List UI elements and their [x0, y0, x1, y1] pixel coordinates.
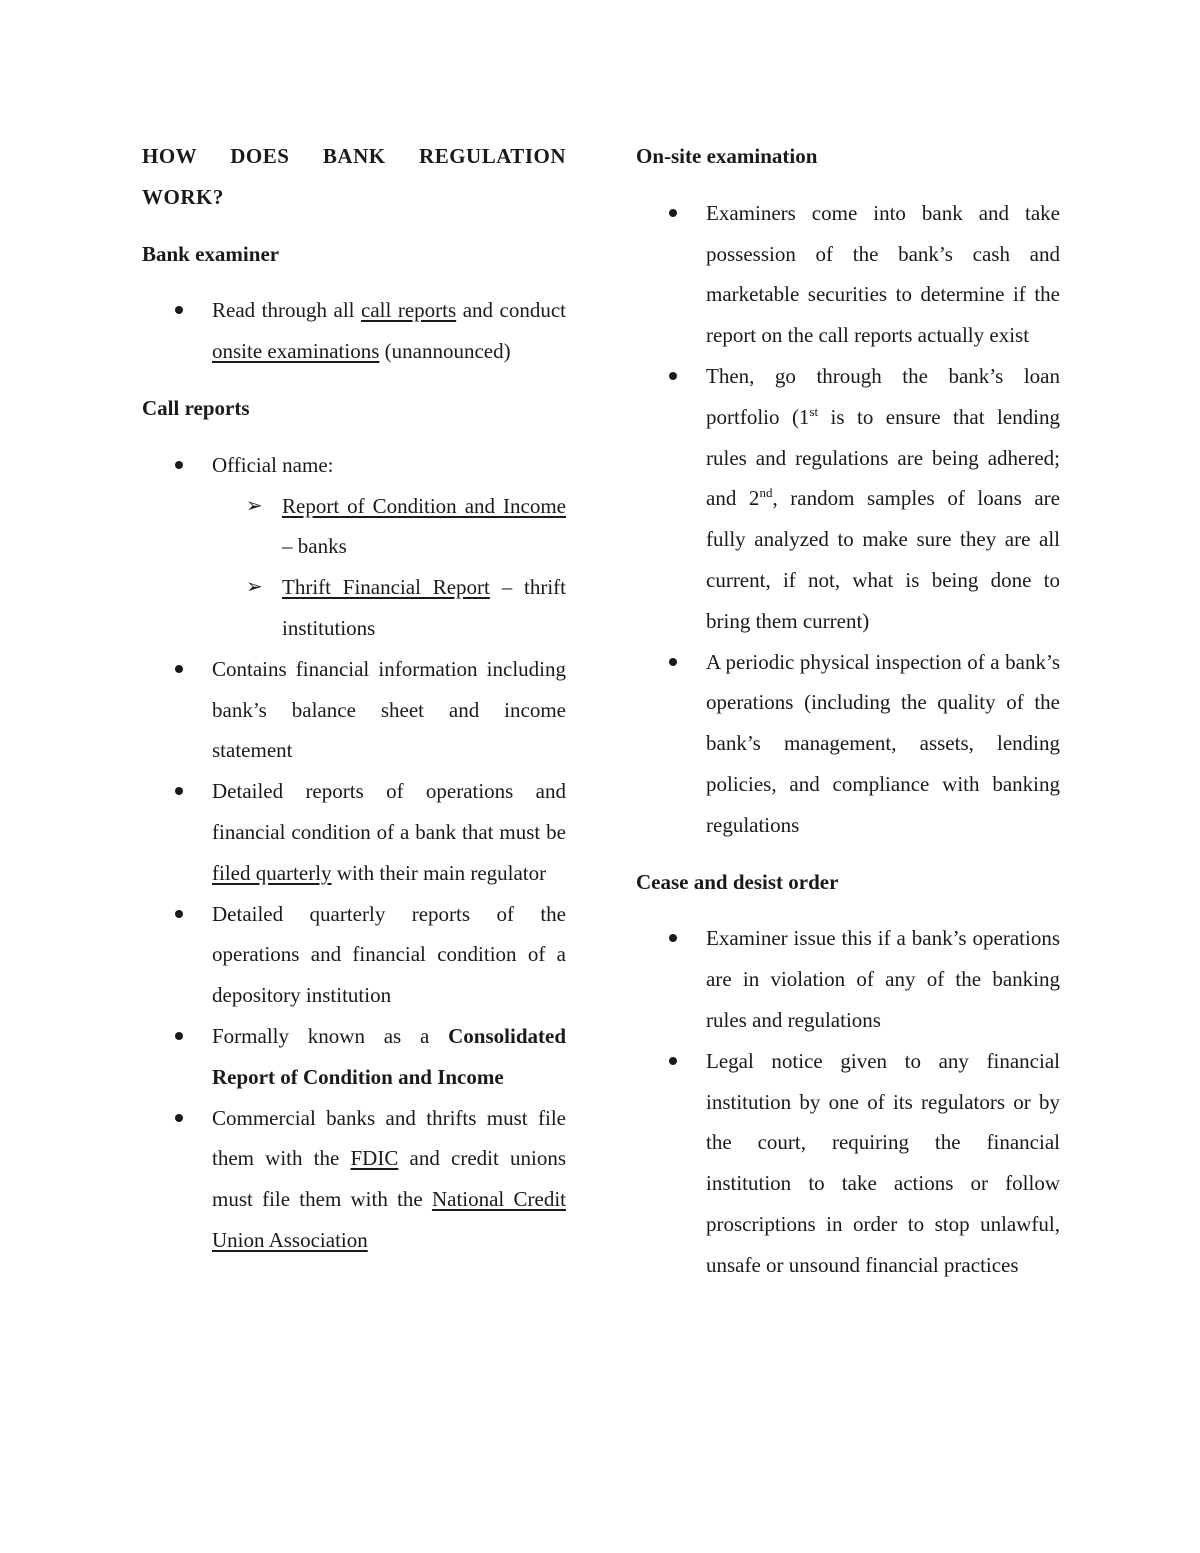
- official-name-sublist: [212, 486, 566, 649]
- call-reports-list: [142, 445, 566, 1261]
- page-title: HOW DOES BANK REGULATION WORK?: [142, 144, 566, 209]
- underlined-term: National Credit Union Association: [212, 1187, 566, 1252]
- list-item: Then, go through the bank’s loan portfolio (1st is to ensure that lending rules and regulations are being adhered; and 2nd, random samples of loans are fully analyzed to make sure they are all current, if not, what is being done to bring them current): [636, 356, 1060, 642]
- underlined-term: onsite examinations: [212, 339, 380, 364]
- list-item: Detailed reports of operations and financial condition of a bank that must be filed quarterly with their main regulator: [142, 771, 566, 893]
- cease-list: [636, 918, 1060, 1285]
- heading-cease-and-desist: Cease and desist order: [636, 869, 839, 894]
- arrow-bullet-icon: ➢: [246, 576, 263, 599]
- list-item: Formally known as a Consolidated Report of Condition and Income: [142, 1016, 566, 1098]
- heading-call-reports: Call reports: [142, 395, 250, 420]
- right-column: [636, 136, 1060, 1302]
- underlined-term: Thrift Financial Report: [282, 575, 490, 600]
- underlined-term: call reports: [361, 298, 457, 323]
- list-item: Contains financial information including bank’s balance sheet and income statement: [142, 649, 566, 771]
- underlined-term: filed quarterly: [212, 860, 332, 885]
- underlined-term: Report of Condition and Income: [282, 493, 566, 518]
- list-item: Legal notice given to any financial institution by one of its regulators or by the court, requiring the financial institution to take actions or follow proscriptions in order to stop unlawful, unsafe or unsound financial practices: [636, 1041, 1060, 1286]
- left-column: [142, 136, 566, 1277]
- sub-list-item: ➢ Report of Condition and Income – banks: [212, 486, 566, 568]
- list-item: A periodic physical inspection of a bank’s operations (including the quality of the bank’s management, assets, lending policies, and compliance with banking regulations: [636, 642, 1060, 846]
- list-item: Official name: ➢ Report of Condition and Income – banks ➢ Thrift Financial Report – thrift institutions: [142, 445, 566, 649]
- bold-term: Consolidated Report of Condition and Income: [212, 1023, 566, 1089]
- list-item: Examiners come into bank and take possession of the bank’s cash and marketable securities to determine if the report on the call reports actually exist: [636, 193, 1060, 356]
- list-item: Commercial banks and thrifts must file them with the FDIC and credit unions must file them with the National Credit Union Association: [142, 1098, 566, 1261]
- arrow-bullet-icon: ➢: [246, 494, 263, 517]
- list-item: Detailed quarterly reports of the operations and financial condition of a depository institution: [142, 894, 566, 1016]
- onsite-list: [636, 193, 1060, 846]
- underlined-term: FDIC: [350, 1146, 399, 1171]
- heading-onsite-examination: On-site examination: [636, 144, 818, 168]
- list-item: Examiner issue this if a bank’s operations are in violation of any of the banking rules and regulations: [636, 918, 1060, 1040]
- list-item: Read through all call reports and conduct onsite examinations (unannounced): [142, 290, 566, 372]
- bank-examiner-list: [142, 290, 566, 372]
- sub-list-item: ➢ Thrift Financial Report – thrift institutions: [212, 567, 566, 649]
- heading-bank-examiner: Bank examiner: [142, 241, 280, 266]
